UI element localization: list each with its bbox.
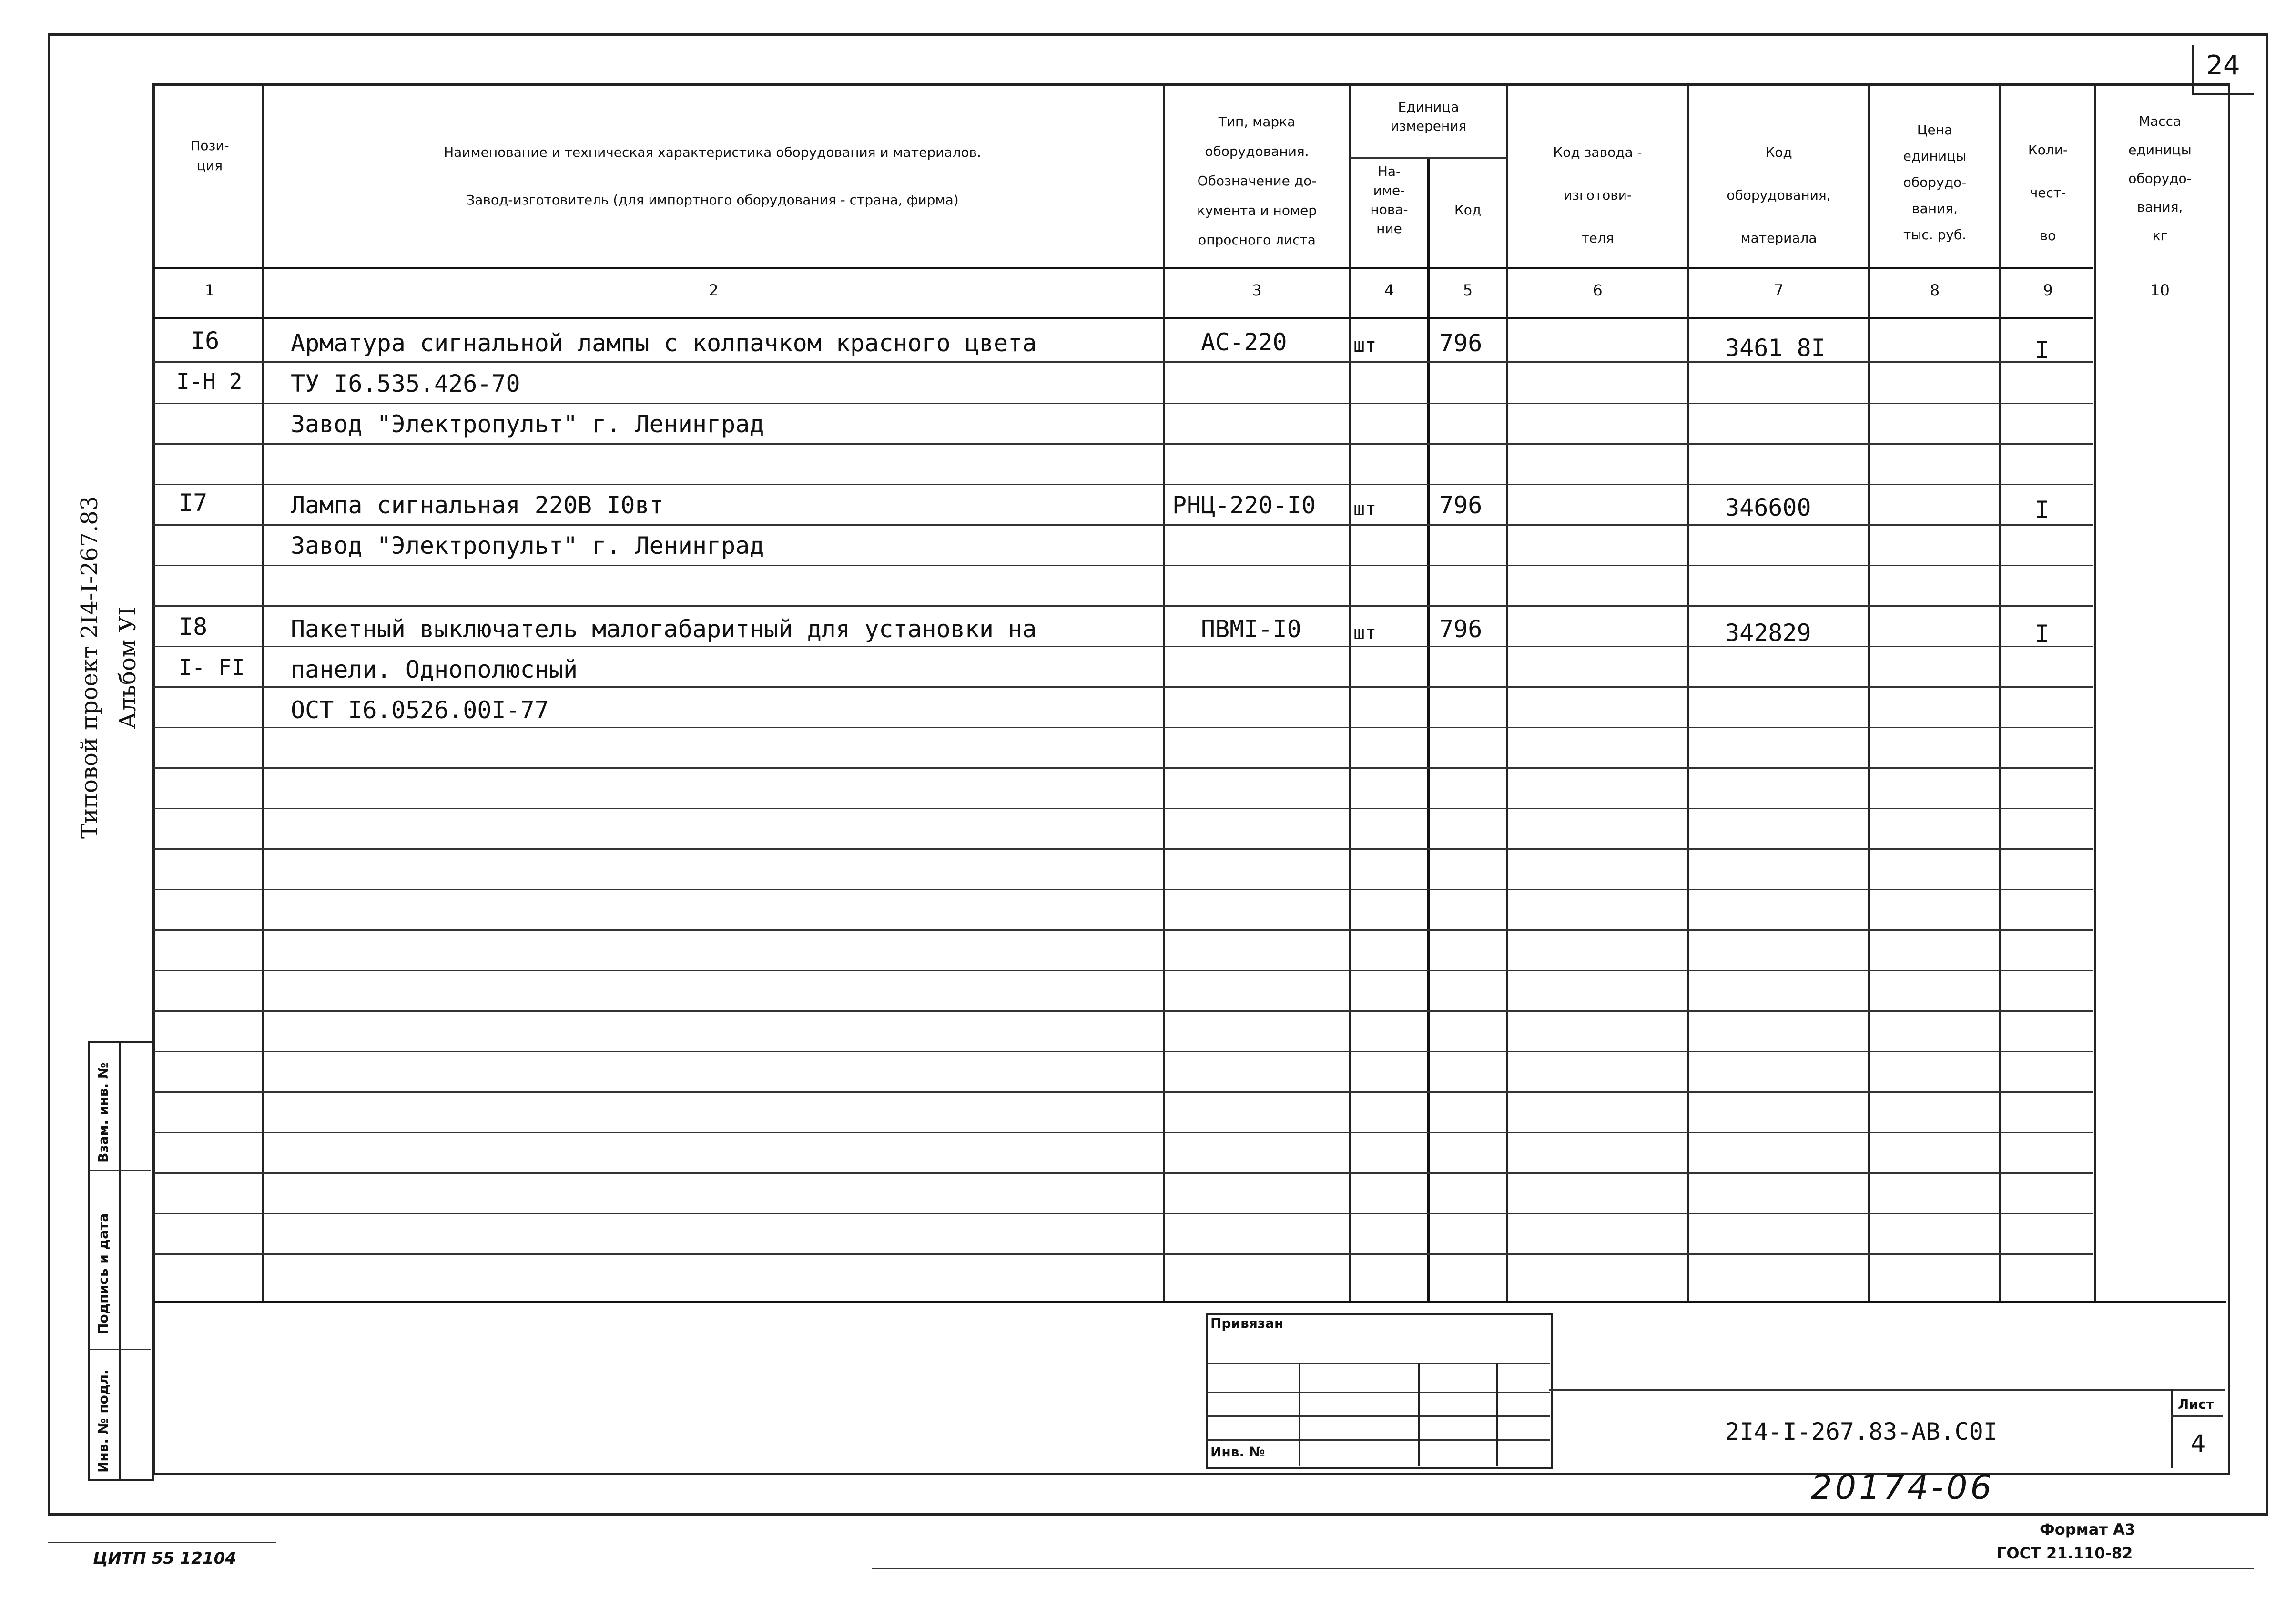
- colnum-5: 5: [1463, 281, 1473, 299]
- table-row-name: ТУ I6.535.426-70: [291, 370, 520, 397]
- header-unit: Единица измерения: [1390, 99, 1467, 134]
- table-row-name: панели. Однополюсный: [291, 656, 578, 683]
- row-line-9: [153, 686, 2093, 688]
- table-row-unit: шт: [1353, 622, 1377, 644]
- footer-rule-left: [48, 1542, 276, 1543]
- table-row-type: АС-220: [1201, 328, 1287, 356]
- header-position: Пози- ция: [190, 138, 229, 173]
- header-unit-code: Код: [1454, 202, 1482, 218]
- col-line-2: [1163, 86, 1165, 1303]
- row-line-5: [153, 524, 2093, 526]
- footer-rule-right: [872, 1568, 2254, 1569]
- col-line-7: [1868, 86, 1870, 1303]
- linked-label: Привязан: [1210, 1315, 1284, 1331]
- linked-row-4: [1207, 1439, 1550, 1441]
- row-line-19: [153, 1091, 2093, 1093]
- code-box-top: [1549, 1389, 2225, 1391]
- sheet-box-divider: [2171, 1415, 2223, 1417]
- document-code: 2I4-I-267.83-АВ.С0I: [1725, 1418, 1998, 1445]
- row-line-21: [153, 1172, 2093, 1174]
- left-stamp-divider: [119, 1041, 121, 1479]
- colnum-3: 3: [1252, 281, 1262, 299]
- stamp-label-signature: Подпись и дата: [95, 1213, 111, 1334]
- stamp-label-replace: Взам. инв. №: [95, 1062, 111, 1163]
- row-line-18: [153, 1051, 2093, 1052]
- col-line-9: [2094, 86, 2096, 1303]
- row-line-23: [153, 1253, 2093, 1255]
- handwritten-number: 20174-06: [1811, 1468, 1995, 1507]
- linked-row-3: [1207, 1415, 1550, 1417]
- col-line-3: [1349, 86, 1351, 1303]
- col-line-1: [262, 86, 264, 1303]
- colnum-2: 2: [709, 281, 719, 299]
- header-name: Наименование и техническая характеристика оборудования и материалов. Завод-изготовитель (для импортного оборудования - страна, фирма): [444, 144, 981, 208]
- table-row-name: Арматура сигнальной лампы с колпачком красного цвета: [291, 329, 1037, 357]
- row-line-17: [153, 1010, 2093, 1012]
- col-line-5: [1506, 86, 1508, 1303]
- table-row-name: Лампа сигнальная 220В I0вт: [291, 491, 664, 519]
- stamp-label-original: Инв. № подл.: [95, 1369, 111, 1473]
- table-row-material-code: 342829: [1725, 619, 1811, 647]
- row-line-15: [153, 929, 2093, 931]
- row-line-10: [153, 727, 2093, 728]
- table-row-position: I6: [191, 327, 220, 355]
- header-equipment-code: Код оборудования, материала: [1727, 144, 1831, 246]
- row-line-12: [153, 808, 2093, 809]
- row-line-6: [153, 565, 2093, 566]
- table-row-name: Завод "Электропульт" г. Ленинград: [291, 410, 764, 438]
- row-line-11: [153, 767, 2093, 769]
- colnum-7: 7: [1774, 281, 1784, 299]
- row-line-2: [153, 403, 2093, 404]
- row-line-3: [153, 443, 2093, 445]
- table-row-type: ПВМI-I0: [1201, 615, 1301, 643]
- footer-left-code: ЦИТП 55 12104: [93, 1549, 236, 1568]
- colnum-10: 10: [2150, 281, 2170, 299]
- linked-col-2: [1418, 1363, 1420, 1466]
- table-row-unit: шт: [1353, 335, 1377, 356]
- col-line-6: [1687, 86, 1689, 1303]
- table-row-unit-code: 796: [1439, 615, 1483, 643]
- header-price: Цена единицы оборудо- вания, тыс. руб.: [1903, 122, 1967, 243]
- table-row-quantity: I: [2035, 620, 2050, 648]
- table-row-position: I7: [179, 489, 208, 517]
- table-row-position: I-H 2: [176, 368, 243, 394]
- colnum-9: 9: [2043, 281, 2053, 299]
- row-line-4: [153, 484, 2093, 485]
- linked-col-1: [1299, 1363, 1300, 1466]
- col-line-8: [1999, 86, 2001, 1303]
- table-row-unit: шт: [1353, 498, 1377, 520]
- table-bottom-line: [153, 1301, 2226, 1303]
- table-row-name: ОСТ I6.0526.00I-77: [291, 696, 549, 724]
- linked-row-2: [1207, 1392, 1550, 1393]
- colnum-4: 4: [1384, 281, 1394, 299]
- header-mass: Масса единицы оборудо- вания, кг: [2128, 113, 2192, 244]
- row-line-14: [153, 889, 2093, 890]
- colnum-6: 6: [1593, 281, 1603, 299]
- colnum-8: 8: [1930, 281, 1940, 299]
- colnum-1: 1: [204, 281, 215, 299]
- table-row-name: Пакетный выключатель малогабаритный для установки на: [291, 615, 1037, 643]
- side-title-line1: Типовой проект 2I4-I-267.83: [76, 496, 103, 839]
- row-line-7: [153, 605, 2093, 607]
- stamp-line-2: [89, 1349, 151, 1350]
- table-row-position: I- FI: [179, 654, 245, 680]
- stamp-line-1: [89, 1170, 151, 1171]
- sheet-number: 24: [2206, 50, 2240, 81]
- sheet-value: 4: [2190, 1430, 2206, 1457]
- header-quantity: Коли- чест- во: [2028, 142, 2068, 244]
- table-row-material-code: 3461 8I: [1725, 334, 1826, 362]
- table-row-position: I8: [179, 613, 208, 641]
- header-type: Тип, марка оборудования. Обозначение до- кумента и номер опросного листа: [1197, 114, 1317, 248]
- header-plant-code: Код завода - изготови- теля: [1553, 144, 1642, 246]
- footer-format: Формат А3: [2040, 1520, 2136, 1538]
- header-unit-name: На- име- нова- ние: [1370, 163, 1408, 236]
- side-title-line2: Альбом УI: [114, 606, 141, 729]
- inventory-label: Инв. №: [1210, 1444, 1265, 1460]
- table-row-material-code: 346600: [1725, 494, 1811, 521]
- row-line-13: [153, 848, 2093, 850]
- column-number-divider: [153, 317, 2093, 319]
- table-row-name: Завод "Электропульт" г. Ленинград: [291, 532, 764, 560]
- linked-col-3: [1496, 1363, 1498, 1466]
- linked-row-1: [1207, 1363, 1550, 1364]
- sheet-label: Лист: [2178, 1396, 2214, 1412]
- header-divider: [153, 267, 2093, 269]
- footer-gost: ГОСТ 21.110-82: [1997, 1544, 2133, 1562]
- unit-sub-divider: [1350, 157, 1507, 159]
- row-line-20: [153, 1132, 2093, 1133]
- table-row-type: РНЦ-220-I0: [1172, 491, 1316, 519]
- table-row-quantity: I: [2035, 496, 2050, 524]
- row-line-16: [153, 970, 2093, 971]
- table-row-unit-code: 796: [1439, 329, 1483, 357]
- table-row-quantity: I: [2035, 336, 2050, 364]
- table-row-unit-code: 796: [1439, 491, 1483, 519]
- row-line-22: [153, 1213, 2093, 1214]
